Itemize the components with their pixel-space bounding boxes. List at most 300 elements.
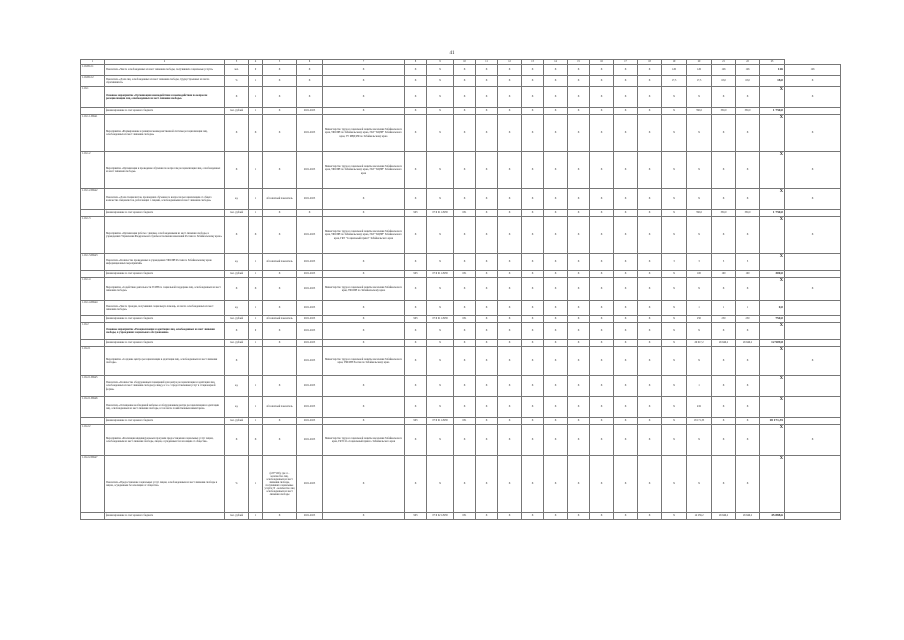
table-cell: X	[476, 301, 498, 316]
table-cell: X	[760, 425, 785, 456]
table-cell: X	[638, 376, 662, 397]
table-cell: 2021-2025	[297, 513, 323, 520]
table-cell: X	[454, 301, 476, 316]
table-cell: X	[498, 397, 522, 418]
table-cell: X	[662, 456, 687, 513]
row-total: 45 888,6	[760, 513, 785, 520]
table-cell: 07 Б 01 12938	[427, 418, 454, 425]
table-cell: 350,0	[736, 108, 760, 115]
row-code: 1.16.1.4.П0А4	[81, 301, 105, 316]
table-cell: X	[638, 456, 662, 513]
table-cell: X	[476, 340, 498, 347]
table-cell: тыс. рублей	[225, 210, 249, 217]
table-cell: X	[662, 418, 687, 425]
table-cell: X	[454, 425, 476, 456]
table-cell: X	[476, 217, 498, 254]
table-cell: X	[736, 456, 760, 513]
table-cell: 2021-2025	[297, 217, 323, 254]
row-total: 0,0	[760, 301, 785, 316]
table-cell: X	[712, 376, 736, 397]
table-cell: X	[263, 65, 297, 76]
table-cell: ед.	[225, 301, 249, 316]
table-cell: X	[614, 323, 638, 340]
table-cell: X	[498, 323, 522, 340]
table-cell: X	[405, 189, 427, 210]
table-cell: X	[522, 347, 544, 376]
table-cell: X	[638, 278, 662, 301]
table-cell: X	[522, 316, 544, 323]
table-cell: X	[522, 271, 544, 278]
row-name: Мероприятие «Формирование и развитие межведомственной системы ресоциализации лиц, освобожденных из мест лишения свободы»	[105, 115, 225, 152]
table-cell: X	[454, 347, 476, 376]
table-cell: X	[544, 87, 568, 108]
table-cell: X	[498, 316, 522, 323]
table-cell: 0	[249, 323, 263, 340]
table-cell	[785, 254, 841, 271]
table-cell: X	[785, 347, 841, 376]
table-cell: X	[614, 347, 638, 376]
table-cell: X	[323, 323, 405, 340]
table-cell: X	[544, 115, 568, 152]
table-cell: X	[662, 323, 687, 340]
table-cell: X	[476, 189, 498, 210]
table-cell: X	[614, 254, 638, 271]
table-cell: X	[760, 115, 785, 152]
row-code: 1.16.1	[81, 87, 105, 108]
table-cell: X	[638, 418, 662, 425]
table-cell: X	[522, 217, 544, 254]
table-row	[81, 301, 841, 316]
table-cell: 2021-2025	[297, 425, 323, 456]
table-cell: 1	[249, 340, 263, 347]
table-cell: X	[662, 210, 687, 217]
table-cell: X	[427, 301, 454, 316]
table-row	[81, 418, 841, 425]
table-cell: X	[454, 397, 476, 418]
table-cell: X	[323, 87, 405, 108]
table-cell: Министерство труда и социальной защиты населения Забайкальского края, УФСИН по Забайкальскому краю, ГКУ "КЦЗН" Забайкальского края	[323, 152, 405, 189]
table-cell	[785, 301, 841, 316]
table-cell: 2021-2025	[297, 340, 323, 347]
table-cell: X	[662, 425, 687, 456]
row-name: финансирование за счет краевого бюджета	[105, 418, 225, 425]
table-cell: 1	[249, 271, 263, 278]
table-cell: X	[427, 76, 454, 87]
table-cell: 26 646,2	[712, 340, 736, 347]
table-row	[81, 76, 841, 87]
table-cell: X	[476, 376, 498, 397]
table-cell: 1	[736, 301, 760, 316]
table-cell: X	[590, 418, 614, 425]
table-cell	[785, 210, 841, 217]
table-cell	[785, 376, 841, 397]
table-cell: X	[476, 323, 498, 340]
table-cell: 2021-2025	[297, 108, 323, 115]
table-cell: тыс. рублей	[225, 316, 249, 323]
table-cell: X	[662, 115, 687, 152]
table-cell: X	[427, 108, 454, 115]
table-cell: X	[427, 340, 454, 347]
column-number: 14	[544, 60, 568, 65]
column-number: 7	[323, 60, 405, 65]
table-cell: X	[590, 217, 614, 254]
table-cell: X	[638, 210, 662, 217]
table-cell: X	[263, 108, 297, 115]
column-number: 22	[736, 60, 760, 65]
table-cell: X	[638, 108, 662, 115]
table-cell: X	[687, 323, 712, 340]
table-cell: ед.	[225, 189, 249, 210]
table-cell: X	[590, 108, 614, 115]
table-cell: X	[590, 271, 614, 278]
table-cell: X	[662, 271, 687, 278]
table-cell: X	[522, 210, 544, 217]
table-cell: X	[323, 65, 405, 76]
table-cell: X	[785, 425, 841, 456]
table-cell: X	[712, 418, 736, 425]
table-cell: 1	[712, 301, 736, 316]
table-cell: ед.	[225, 254, 249, 271]
table-cell: 903	[405, 418, 427, 425]
table-cell: X	[323, 376, 405, 397]
row-code: 1.16.2.1	[81, 347, 105, 376]
table-cell: X	[614, 271, 638, 278]
table-cell: X	[736, 323, 760, 340]
table-cell: X	[590, 76, 614, 87]
table-cell: X	[405, 87, 427, 108]
row-total: 126	[760, 65, 785, 76]
table-cell: 2021-2025	[297, 397, 323, 418]
table-cell: X	[454, 76, 476, 87]
table-cell: X	[522, 340, 544, 347]
table-cell: X	[454, 108, 476, 115]
table-cell: X	[249, 278, 263, 301]
row-total: 18,0	[760, 76, 785, 87]
table-cell: X	[297, 65, 323, 76]
table-cell: X	[760, 254, 785, 271]
table-cell: X	[736, 425, 760, 456]
table-cell: X	[405, 254, 427, 271]
table-cell: X	[522, 418, 544, 425]
table-cell: X	[712, 347, 736, 376]
table-cell: 250	[712, 316, 736, 323]
column-number: 18	[638, 60, 662, 65]
row-name: финансирование за счет краевого бюджета	[105, 513, 225, 520]
table-cell: X	[662, 278, 687, 301]
row-code	[81, 108, 105, 115]
table-cell: X	[638, 271, 662, 278]
table-cell: X	[568, 271, 590, 278]
table-cell: X	[662, 376, 687, 397]
table-cell: X	[736, 278, 760, 301]
table-cell: X	[476, 210, 498, 217]
table-cell: X	[454, 65, 476, 76]
table-cell: X	[476, 278, 498, 301]
table-cell: X	[590, 152, 614, 189]
table-row	[81, 425, 841, 456]
column-number: 23	[760, 60, 785, 65]
table-cell: 1	[687, 301, 712, 316]
row-name: Мероприятие «Создание центра ресоциализации и адаптации лиц, освобожденных из мест лишения свободы»	[105, 347, 225, 376]
table-cell: X	[760, 456, 785, 513]
table-cell: 2021-2025	[297, 456, 323, 513]
table-cell: X	[225, 425, 249, 456]
column-number: 1	[81, 60, 105, 65]
table-cell: X	[498, 340, 522, 347]
table-cell: X	[263, 513, 297, 520]
table-cell: X	[323, 271, 405, 278]
row-code	[81, 316, 105, 323]
table-cell: X	[498, 376, 522, 397]
table-cell: X	[662, 189, 687, 210]
table-cell: X	[568, 513, 590, 520]
table-row	[81, 513, 841, 520]
table-cell: X	[687, 152, 712, 189]
table-cell: X	[263, 210, 297, 217]
table-cell: X	[405, 347, 427, 376]
table-cell: X	[568, 323, 590, 340]
table-cell: X	[323, 254, 405, 271]
table-cell: X	[476, 271, 498, 278]
table-row	[81, 376, 841, 397]
table-cell: 2021-2025	[297, 152, 323, 189]
table-cell: тыс. рублей	[225, 271, 249, 278]
row-name: Показатель «Доля лиц, освобожденных из мест лишения свободы, трудоустроенных из числа обратившихся»	[105, 76, 225, 87]
table-cell: X	[614, 278, 638, 301]
row-name: Показатель «Предоставление социальных услуг лицам, освобожденным из мест лишения свободы и лицам, осужденным без изоляции от общества»	[105, 456, 225, 513]
table-cell: X	[568, 217, 590, 254]
row-name: Мероприятие «Содействие деятельности ГСИН по социальной поддержке лиц, освобожденных из мест лишения свободы»	[105, 278, 225, 301]
table-cell: (n/N*100), где: n - количество лиц, освобожденных из мест лишения свободы, получивших социальные услуги; N - количество лиц освобожденных из мест лишения свободы	[263, 456, 297, 513]
table-cell: X	[568, 115, 590, 152]
table-cell: X	[454, 115, 476, 152]
table-cell: тыс. рублей	[225, 418, 249, 425]
table-cell: абсолютный показатель	[263, 189, 297, 210]
table-cell: 2021-2025	[297, 278, 323, 301]
table-cell: X	[568, 418, 590, 425]
table-cell: X	[712, 189, 736, 210]
table-cell: X	[522, 108, 544, 115]
table-cell: X	[498, 87, 522, 108]
table-cell: X	[522, 425, 544, 456]
table-cell: X	[498, 271, 522, 278]
table-cell: X	[476, 456, 498, 513]
table-cell: X	[498, 65, 522, 76]
table-cell: X	[544, 376, 568, 397]
table-cell: Министерство труда и социальной защиты населения Забайкальского края, УФСИН по Забайкальскому краю, ГКУ "КЦЗН" Забайкальского края, ГУ МВД РФ по Забайкальскому краю	[323, 115, 405, 152]
table-cell: 1	[249, 76, 263, 87]
table-cell: X	[568, 347, 590, 376]
table-cell: X	[454, 87, 476, 108]
column-number: 20	[687, 60, 712, 65]
table-cell: X	[590, 456, 614, 513]
table-cell: X	[323, 397, 405, 418]
table-cell: X	[263, 152, 297, 189]
table-cell: X	[405, 278, 427, 301]
table-row	[81, 65, 841, 76]
table-cell: X	[476, 152, 498, 189]
table-cell: X	[427, 189, 454, 210]
column-number: 15	[568, 60, 590, 65]
table-cell: 631	[454, 210, 476, 217]
table-cell: X	[614, 425, 638, 456]
table-cell: X	[568, 152, 590, 189]
table-cell: 18 171,35	[687, 418, 712, 425]
table-cell: X	[614, 189, 638, 210]
table-cell: X	[454, 340, 476, 347]
table-cell: X	[638, 87, 662, 108]
table-cell: 350,0	[687, 210, 712, 217]
table-cell: 2021-2025	[297, 323, 323, 340]
table-cell: X	[568, 189, 590, 210]
table-cell: X	[760, 397, 785, 418]
table-cell: чел.	[225, 65, 249, 76]
table-cell: 26 646,2	[736, 340, 760, 347]
table-cell: X	[568, 108, 590, 115]
table-cell: X	[405, 217, 427, 254]
table-cell: 18,0	[736, 76, 760, 87]
table-cell: X	[736, 376, 760, 397]
table-cell: X	[638, 513, 662, 520]
table-cell: ед.	[225, 397, 249, 418]
table-cell: X	[263, 425, 297, 456]
table-cell: X	[544, 513, 568, 520]
table-cell: 1	[249, 108, 263, 115]
table-cell: 1	[249, 418, 263, 425]
table-cell: X	[323, 456, 405, 513]
table-cell: X	[544, 65, 568, 76]
table-cell: 903	[405, 271, 427, 278]
column-number: 11	[476, 60, 498, 65]
table-cell: X	[590, 323, 614, 340]
table-cell: X	[476, 115, 498, 152]
table-cell: X	[522, 115, 544, 152]
table-cell: 1	[687, 376, 712, 397]
table-cell: X	[498, 152, 522, 189]
table-cell: 1	[249, 397, 263, 418]
table-cell: X	[476, 87, 498, 108]
table-cell: X	[590, 513, 614, 520]
row-name: Показатель «Количество оборудованных помещений для центра ресоциализации и адаптации лиц, освобожденных из мест лишения свободы (в лице), в т.ч. с предоставлением услуг в стационарной форме»	[105, 376, 225, 397]
table-cell: X	[785, 217, 841, 254]
table-cell: X	[662, 513, 687, 520]
column-number: 13	[522, 60, 544, 65]
table-cell: X	[662, 87, 687, 108]
table-cell: X	[614, 418, 638, 425]
table-cell: X	[638, 425, 662, 456]
table-cell: X	[568, 425, 590, 456]
page-number: 41	[449, 51, 455, 56]
table-cell: 126	[662, 65, 687, 76]
table-row	[81, 210, 841, 217]
table-cell: X	[323, 210, 405, 217]
table-cell: X	[662, 301, 687, 316]
table-cell: X	[712, 115, 736, 152]
table-cell: X	[405, 456, 427, 513]
column-number: 8	[405, 60, 427, 65]
table-cell: X	[590, 65, 614, 76]
table-cell: X	[638, 254, 662, 271]
table-cell: X	[405, 376, 427, 397]
table-cell: X	[522, 76, 544, 87]
program-table	[80, 59, 841, 520]
row-code: 1.16.П12.2	[81, 76, 105, 87]
table-cell: X	[323, 189, 405, 210]
table-cell: X	[568, 301, 590, 316]
table-cell: X	[614, 87, 638, 108]
row-code	[81, 418, 105, 425]
row-code: 1.16.2	[81, 323, 105, 340]
table-cell: X	[427, 323, 454, 340]
table-cell: тыс. рублей	[225, 108, 249, 115]
table-cell: X	[427, 397, 454, 418]
table-cell: абсолютный показатель	[263, 397, 297, 418]
table-cell: 1	[249, 87, 263, 108]
table-cell: 2021-2025	[297, 316, 323, 323]
table-cell: X	[544, 340, 568, 347]
table-cell: 126	[687, 65, 712, 76]
table-cell: 1	[249, 301, 263, 316]
table-cell	[785, 397, 841, 418]
row-code: 1.16.1.2	[81, 152, 105, 189]
row-code	[81, 271, 105, 278]
table-cell: X	[297, 210, 323, 217]
table-cell: X	[427, 278, 454, 301]
table-cell: X	[522, 397, 544, 418]
table-cell: 250	[736, 316, 760, 323]
table-cell: X	[225, 87, 249, 108]
table-cell: X	[498, 278, 522, 301]
table-cell: X	[614, 513, 638, 520]
row-name: Показатель «Число граждан, получивших социальную помощь, из числа освобожденных из мест лишения свободы»	[105, 301, 225, 316]
table-cell: X	[427, 425, 454, 456]
table-cell: 0	[249, 65, 263, 76]
table-cell: X	[427, 152, 454, 189]
table-cell: X	[427, 217, 454, 254]
table-cell: X	[568, 456, 590, 513]
row-code: 1.16.2.2	[81, 425, 105, 456]
table-row	[81, 87, 841, 108]
table-cell: 1	[249, 210, 263, 217]
table-cell: 350,0	[712, 210, 736, 217]
table-row	[81, 278, 841, 301]
table-cell: X	[225, 347, 249, 376]
table-cell: X	[476, 65, 498, 76]
table-cell: X	[760, 323, 785, 340]
table-cell: X	[568, 65, 590, 76]
column-number: 3	[225, 60, 249, 65]
table-cell: X	[454, 456, 476, 513]
table-cell: X	[662, 217, 687, 254]
table-cell	[785, 418, 841, 425]
table-row	[81, 456, 841, 513]
table-cell: 631	[454, 513, 476, 520]
table-cell: X	[687, 347, 712, 376]
table-cell: X	[638, 347, 662, 376]
table-cell: X	[614, 108, 638, 115]
table-cell: X	[568, 397, 590, 418]
table-cell: X	[522, 376, 544, 397]
table-cell	[785, 108, 841, 115]
table-cell: X	[427, 115, 454, 152]
row-code: 1.16.2.2.П0А7	[81, 456, 105, 513]
table-cell: %	[225, 456, 249, 513]
table-cell: X	[544, 316, 568, 323]
table-cell: X	[662, 347, 687, 376]
table-cell: X	[405, 76, 427, 87]
column-number: 12	[498, 60, 522, 65]
table-row	[81, 397, 841, 418]
